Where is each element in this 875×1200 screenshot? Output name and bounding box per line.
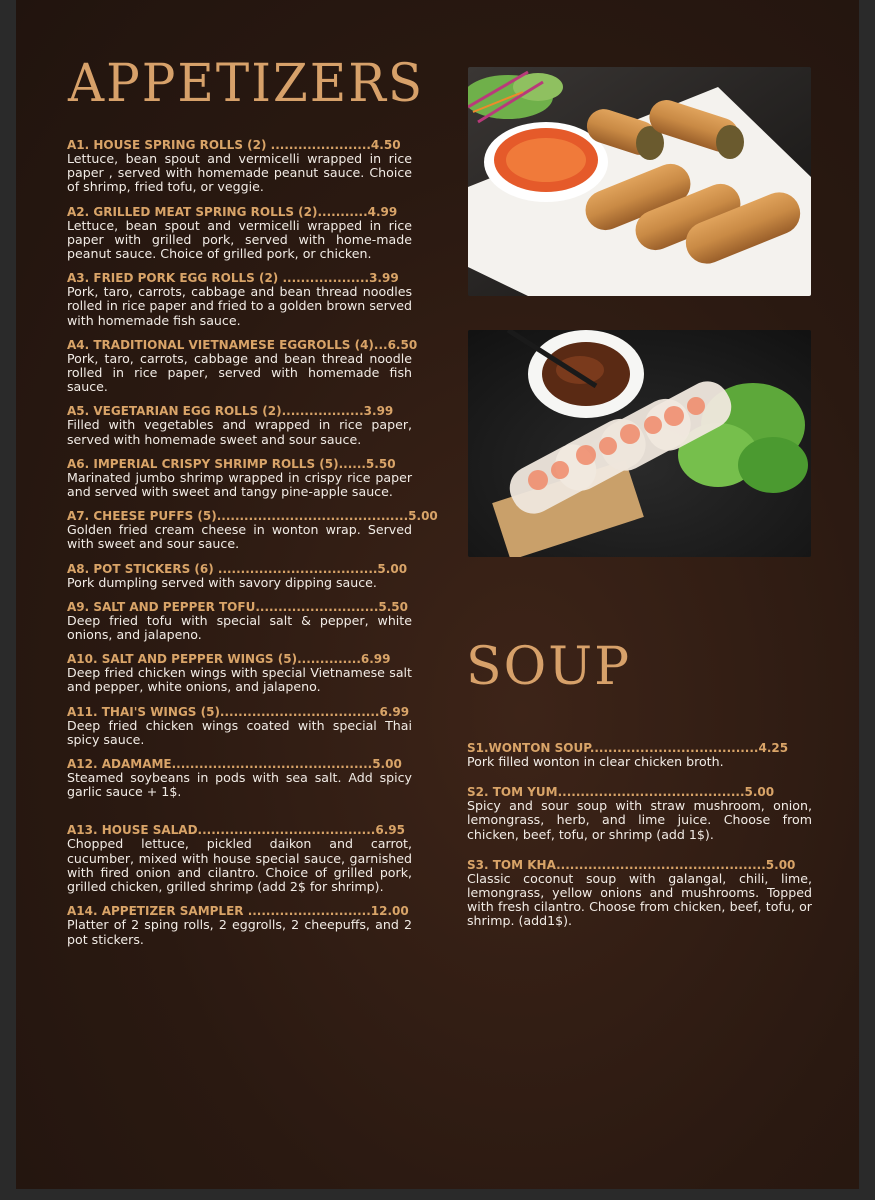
menu-item-title: A5. VEGETARIAN EGG ROLLS (2)..................3.99 [67, 404, 394, 419]
menu-item-title: A7. CHEESE PUFFS (5)..........................................5.00 [67, 509, 438, 524]
menu-item-title: A9. SALT AND PEPPER TOFU...........................5.50 [67, 599, 409, 614]
menu-item-description: Chopped lettuce, pickled daikon and carrot, cucumber, mixed with house special sauce, garnished with fired onion and cilantro. Choice of grilled pork, grilled chicken, grilled shrimp (add 2$ for shrimp). [67, 836, 412, 895]
menu-item-description: Deep fried chicken wings with special Vietnamese salt and pepper, white onions, and jalapeno. [67, 665, 412, 695]
menu-item-title: A11. THAI'S WINGS (5)...................................6.99 [67, 704, 410, 719]
appetizers-list [67, 138, 438, 957]
spring-rolls-photo [468, 330, 811, 557]
menu-item-description: Spicy and sour soup with straw mushroom, onion, lemongrass, herb, and lime juice. Choose from chicken, beef, tofu, or shrimp (add 1$). [467, 798, 812, 842]
menu-item-title: A14. APPETIZER SAMPLER ...........................12.00 [67, 904, 409, 919]
egg-rolls-photo [468, 67, 811, 296]
menu-item-a1 [67, 138, 412, 195]
menu-item-description: Deep fried tofu with special salt & pepper, white onions, and jalapeno. [67, 612, 412, 643]
menu-item-s2 [467, 785, 812, 842]
menu-item-a4 [67, 337, 418, 395]
menu-item-title: A3. FRIED PORK EGG ROLLS (2) ...................3.99 [67, 271, 399, 286]
menu-item-description: Lettuce, bean spout and vermicelli wrapped in rice paper , served with homemade peanut sauce. Choice of shrimp, fried tofu, or veggie. [67, 151, 412, 195]
menu-item-a9 [67, 600, 412, 642]
appetizers-heading: APPETIZERS [68, 52, 425, 114]
menu-item-title: A10. SALT AND PEPPER WINGS (5)..............6.99 [67, 652, 391, 667]
menu-item-description: Platter of 2 sping rolls, 2 eggrolls, 2 cheepuffs, and 2 pot stickers. [67, 917, 412, 947]
menu-item-title: A4. TRADITIONAL VIETNAMESE EGGROLLS (4)...6.50 [67, 337, 418, 352]
menu-item-description: Pork filled wonton in clear chicken broth. [467, 754, 724, 769]
menu-item-a3 [67, 271, 412, 328]
menu-item-description: Filled with vegetables and wrapped in rice paper, served with homemade sweet and sour sauce. [67, 417, 412, 447]
menu-item-s3 [467, 858, 812, 929]
menu-item-description: Steamed soybeans in pods with sea salt. Add spicy garlic sauce + 1$. [67, 770, 412, 800]
menu-item-a6 [67, 457, 412, 499]
menu-item-title: A13. HOUSE SALAD.......................................6.95 [67, 823, 405, 838]
menu-item-title: S2. TOM YUM.........................................5.00 [467, 785, 775, 800]
menu-item-description: Marinated jumbo shrimp wrapped in crispy rice paper and served with sweet and tangy pine-apple sauce. [67, 469, 412, 500]
menu-item-a13 [67, 823, 412, 894]
menu-item-description: Pork, taro, carrots, cabbage and bean thread noodle rolled in rice paper, served with homemade fish sauce. [67, 350, 412, 395]
menu-item-a7 [67, 509, 438, 552]
menu-item-title: A2. GRILLED MEAT SPRING ROLLS (2)...........4.99 [67, 204, 398, 219]
menu-item-a12 [67, 757, 412, 799]
menu-item-description: Classic coconut soup with galangal, chili, lime, lemongrass, yellow onions and mushrooms. Topped with fresh cilantro. Choose from chicken, beef, tofu, or shrimp. (add1$). [467, 870, 812, 929]
menu-item-title: A6. IMPERIAL CRISPY SHRIMP ROLLS (5)......5.50 [67, 456, 396, 471]
menu-item-a2 [67, 205, 412, 262]
menu-item-description: Golden fried cream cheese in wonton wrap. Served with sweet and sour sauce. [67, 522, 412, 552]
menu-item-description: Pork dumpling served with savory dipping sauce. [67, 574, 377, 590]
menu-item-title: A1. HOUSE SPRING ROLLS (2) ......................4.50 [67, 138, 401, 152]
menu-item-title: S3. TOM KHA..............................................5.00 [467, 857, 796, 872]
menu-item-a10 [67, 652, 412, 694]
menu-item-description: Pork, taro, carrots, cabbage and bean thread noodles rolled in rice paper and fried to a golden brown served with homemade fish sauce. [67, 284, 412, 328]
menu-item-a11 [67, 705, 412, 747]
menu-item-title: A8. POT STICKERS (6) ...................................5.00 [67, 561, 408, 576]
menu-item-s1 [467, 741, 812, 769]
menu-page [16, 0, 859, 1189]
menu-item-a5 [67, 404, 412, 446]
menu-item-title: S1.WONTON SOUP.....................................4.25 [467, 741, 789, 755]
soup-list [467, 741, 812, 939]
menu-item-a8 [67, 562, 412, 590]
menu-item-a14 [67, 904, 412, 946]
menu-item-description: Deep fried chicken wings coated with special Thai spicy sauce. [67, 717, 412, 747]
soup-heading: SOUP [466, 637, 632, 697]
menu-item-description: Lettuce, bean spout and vermicelli wrapped in rice paper with grilled pork, served with home-made peanut sauce. Choice of grilled pork, or chicken. [67, 217, 412, 262]
menu-item-title: A12. ADAMAME............................................5.00 [67, 757, 402, 772]
